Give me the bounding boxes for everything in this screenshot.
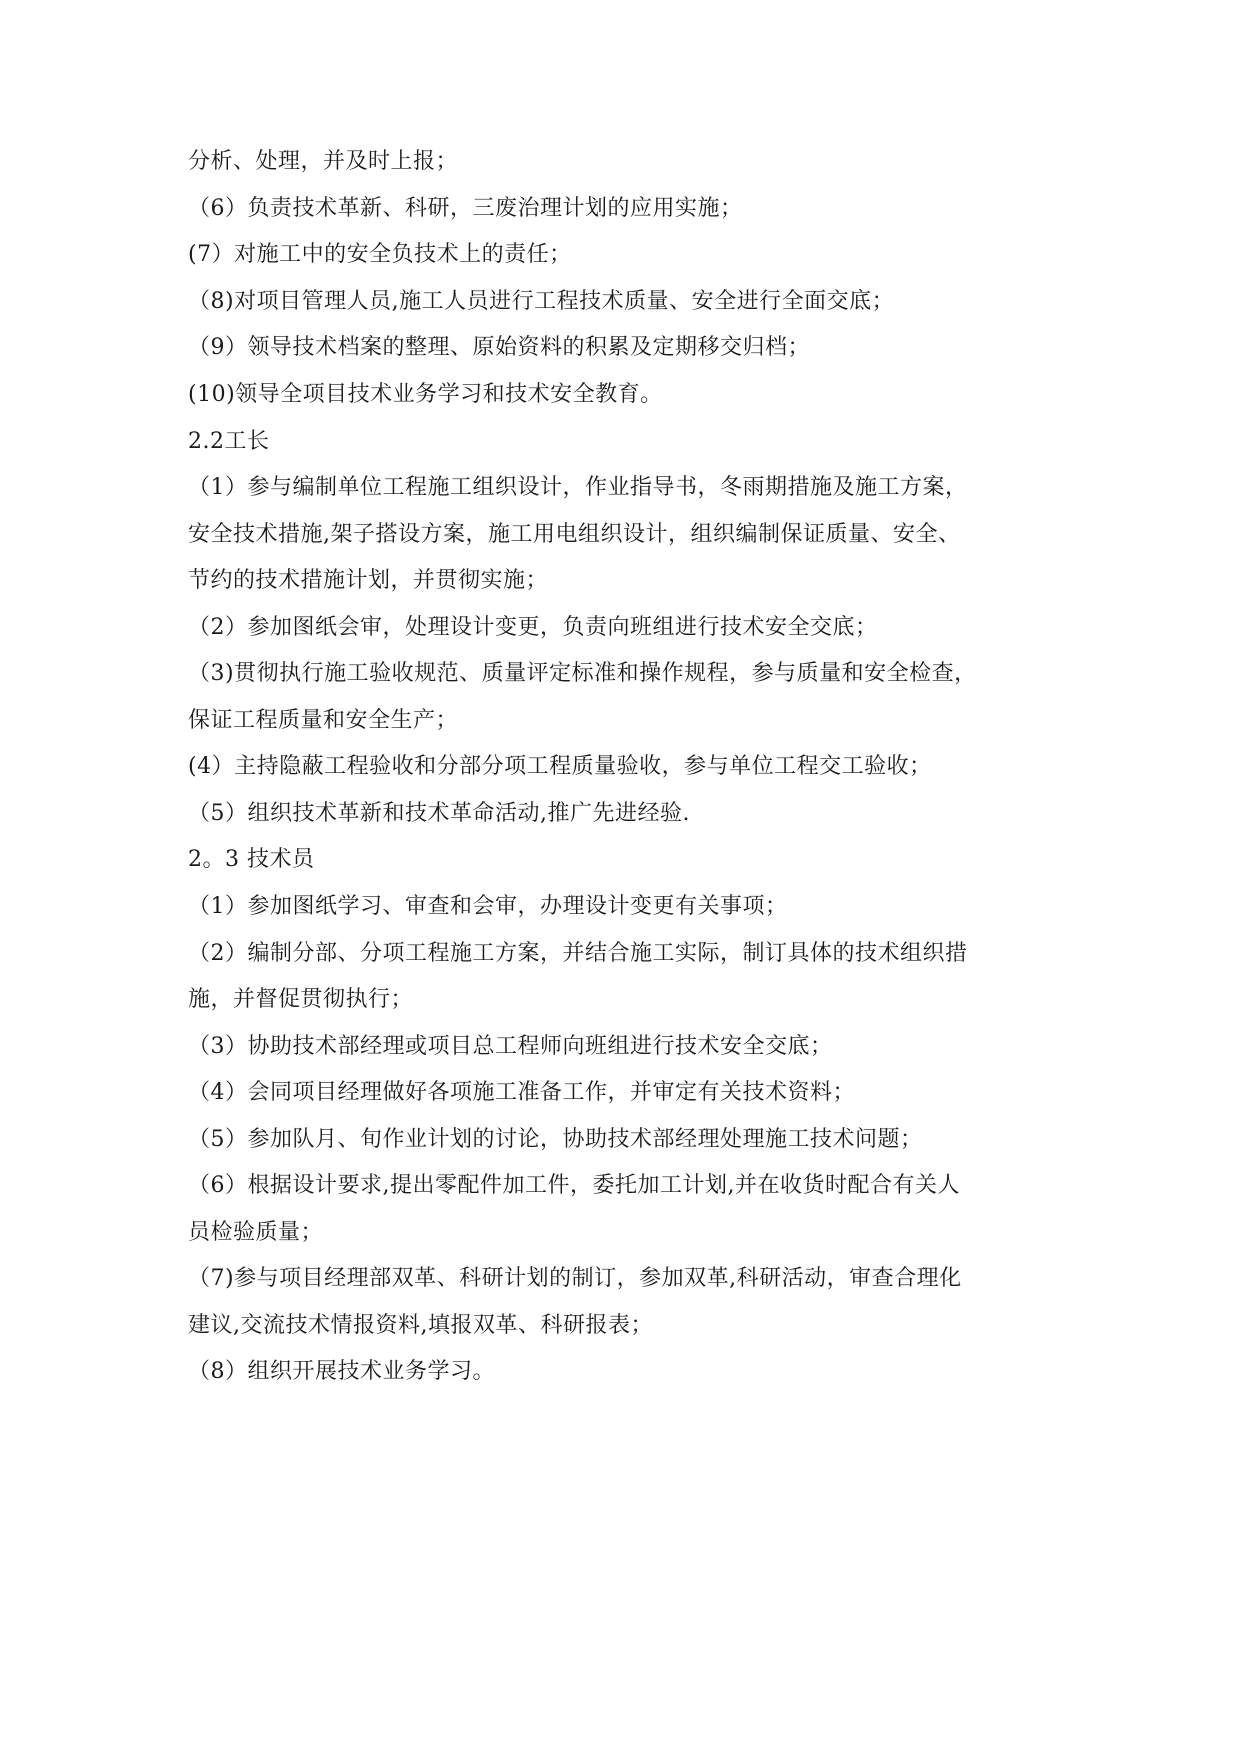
text-line: （6）根据设计要求,提出零配件加工件，委托加工计划,并在收货时配合有关人 xyxy=(188,1173,960,1198)
text-line: (10)领导全项目技术业务学习和技术安全教育。 xyxy=(188,382,663,407)
text-line: （1）参加图纸学习、审查和会审，办理设计变更有关事项； xyxy=(188,894,788,919)
text-line: （5）组织技术革新和技术革命活动,推广先进经验. xyxy=(188,801,690,826)
text-line: （8）组织开展技术业务学习。 xyxy=(188,1359,495,1384)
text-line: 员检验质量； xyxy=(188,1220,324,1245)
text-line: (7）对施工中的安全负技术上的责任； xyxy=(188,242,572,267)
text-line: 节约的技术措施计划，并贯彻实施； xyxy=(188,568,549,593)
text-line: 分析、处理，并及时上报； xyxy=(188,149,459,174)
text-line: 保证工程质量和安全生产； xyxy=(188,708,459,733)
text-line: 施，并督促贯彻执行； xyxy=(188,987,414,1012)
section-heading: 2.2工长 xyxy=(188,429,270,454)
text-line: （6）负责技术革新、科研，三废治理计划的应用实施； xyxy=(188,196,743,221)
text-line: （4）会同项目经理做好各项施工准备工作，并审定有关技术资料； xyxy=(188,1080,855,1105)
text-line: （7)参与项目经理部双革、科研计划的制订，参加双革,科研活动，审查合理化 xyxy=(188,1266,962,1291)
text-line: （2）编制分部、分项工程施工方案，并结合施工实际，制订具体的技术组织措 xyxy=(188,941,968,966)
text-line: （3）协助技术部经理或项目总工程师向班组进行技术安全交底； xyxy=(188,1034,833,1059)
text-line: （3)贯彻执行施工验收规范、质量评定标准和操作规程，参与质量和安全检查， xyxy=(188,661,977,686)
text-line: 建议,交流技术情报资料,填报双革、科研报表； xyxy=(188,1313,653,1338)
text-line: （5）参加队月、旬作业计划的讨论，协助技术部经理处理施工技术问题； xyxy=(188,1127,923,1152)
text-line: （2）参加图纸会审，处理设计变更，负责向班组进行技术安全交底； xyxy=(188,615,878,640)
text-line: （1）参与编制单位工程施工组织设计，作业指导书，冬雨期措施及施工方案， xyxy=(188,475,968,500)
text-line: （8)对项目管理人员,施工人员进行工程技术质量、安全进行全面交底； xyxy=(188,289,895,314)
text-line: 安全技术措施,架子搭设方案，施工用电组织设计，组织编制保证质量、安全、 xyxy=(188,522,961,547)
section-heading: 2。3 技术员 xyxy=(188,847,315,872)
text-line: (4）主持隐蔽工程验收和分部分项工程质量验收，参与单位工程交工验收； xyxy=(188,754,932,779)
text-line: （9）领导技术档案的整理、原始资料的积累及定期移交归档； xyxy=(188,335,810,360)
